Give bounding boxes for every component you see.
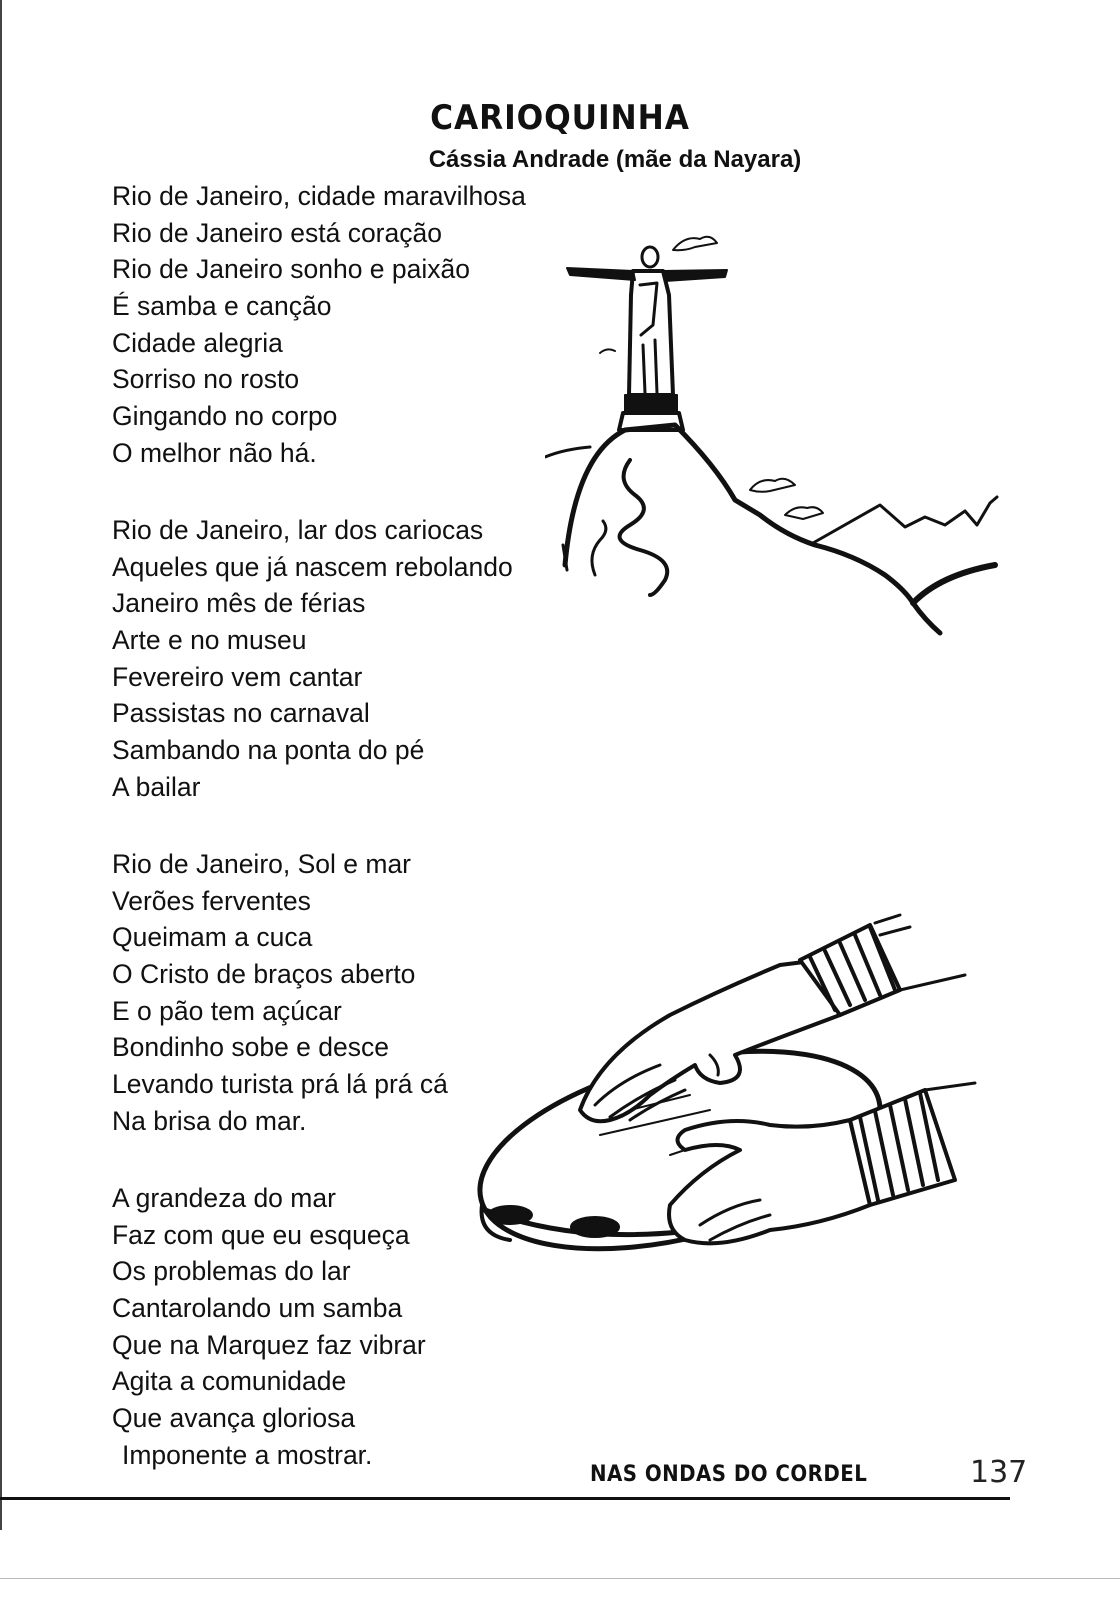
verse-line: Janeiro mês de férias xyxy=(112,588,366,619)
verse-line: Rio de Janeiro, lar dos cariocas xyxy=(112,515,484,545)
stanza xyxy=(112,846,474,1140)
verse-line: Verões ferventes xyxy=(112,885,311,916)
pandeiro-hands-illustration xyxy=(470,905,1000,1300)
verse-line: Rio de Janeiro sonho e paixão xyxy=(112,254,470,285)
stanza xyxy=(112,1180,426,1474)
verse-line: E o pão tem açúcar xyxy=(112,995,342,1026)
verse-line: Rio de Janeiro, Sol e mar xyxy=(112,849,412,879)
verse-line: Rio de Janeiro está coração xyxy=(112,217,442,248)
verse-line: Arte e no museu xyxy=(112,625,307,656)
page-number: 137 xyxy=(970,1455,1028,1490)
verse-line: Queimam a cuca xyxy=(112,922,313,953)
verse-line: O melhor não há. xyxy=(112,437,317,468)
page-edge xyxy=(0,0,2,1530)
christ-the-redeemer-illustration xyxy=(545,225,1015,655)
verse-line: A bailar xyxy=(112,771,201,802)
verse-line: Na brisa do mar. xyxy=(112,1105,307,1136)
footer-rule xyxy=(0,1497,1010,1500)
verse-line: Gingando no corpo xyxy=(112,401,338,432)
page-edge xyxy=(0,1578,1120,1579)
verse-line: Fevereiro vem cantar xyxy=(112,661,363,692)
verse-line: Que avança gloriosa xyxy=(112,1403,356,1434)
verse-line: Levando turista prá lá prá cá xyxy=(112,1069,448,1100)
stanza xyxy=(112,512,513,806)
verse-line: Faz com que eu esqueça xyxy=(112,1219,410,1250)
poem-author: Cássia Andrade (mãe da Nayara) xyxy=(428,146,802,173)
verse-line: O Cristo de braços aberto xyxy=(112,959,416,990)
verse-line: Rio de Janeiro, cidade maravilhosa xyxy=(112,181,526,211)
verse-line: Cantarolando um samba xyxy=(112,1293,403,1324)
book-title: NAS ONDAS DO CORDEL xyxy=(590,1462,868,1487)
verse-line: É samba e canção xyxy=(112,291,332,322)
verse-line: Que na Marquez faz vibrar xyxy=(112,1329,426,1360)
verse-line: Bondinho sobe e desce xyxy=(112,1032,389,1063)
verse-line: Aqueles que já nascem rebolando xyxy=(112,551,513,582)
poem-title: CARIOQUINHA xyxy=(430,98,690,138)
verse-line: Agita a comunidade xyxy=(112,1366,347,1397)
verse-line: Os problemas do lar xyxy=(112,1256,351,1287)
verse-line: A grandeza do mar xyxy=(112,1183,336,1213)
verse-line: Cidade alegria xyxy=(112,327,283,358)
stanza xyxy=(112,178,526,472)
verse-line: Passistas no carnaval xyxy=(112,698,370,729)
verse-line: Sambando na ponta do pé xyxy=(112,735,425,766)
verse-line: Sorriso no rosto xyxy=(112,364,300,395)
verse-line: Imponente a mostrar. xyxy=(122,1439,373,1470)
